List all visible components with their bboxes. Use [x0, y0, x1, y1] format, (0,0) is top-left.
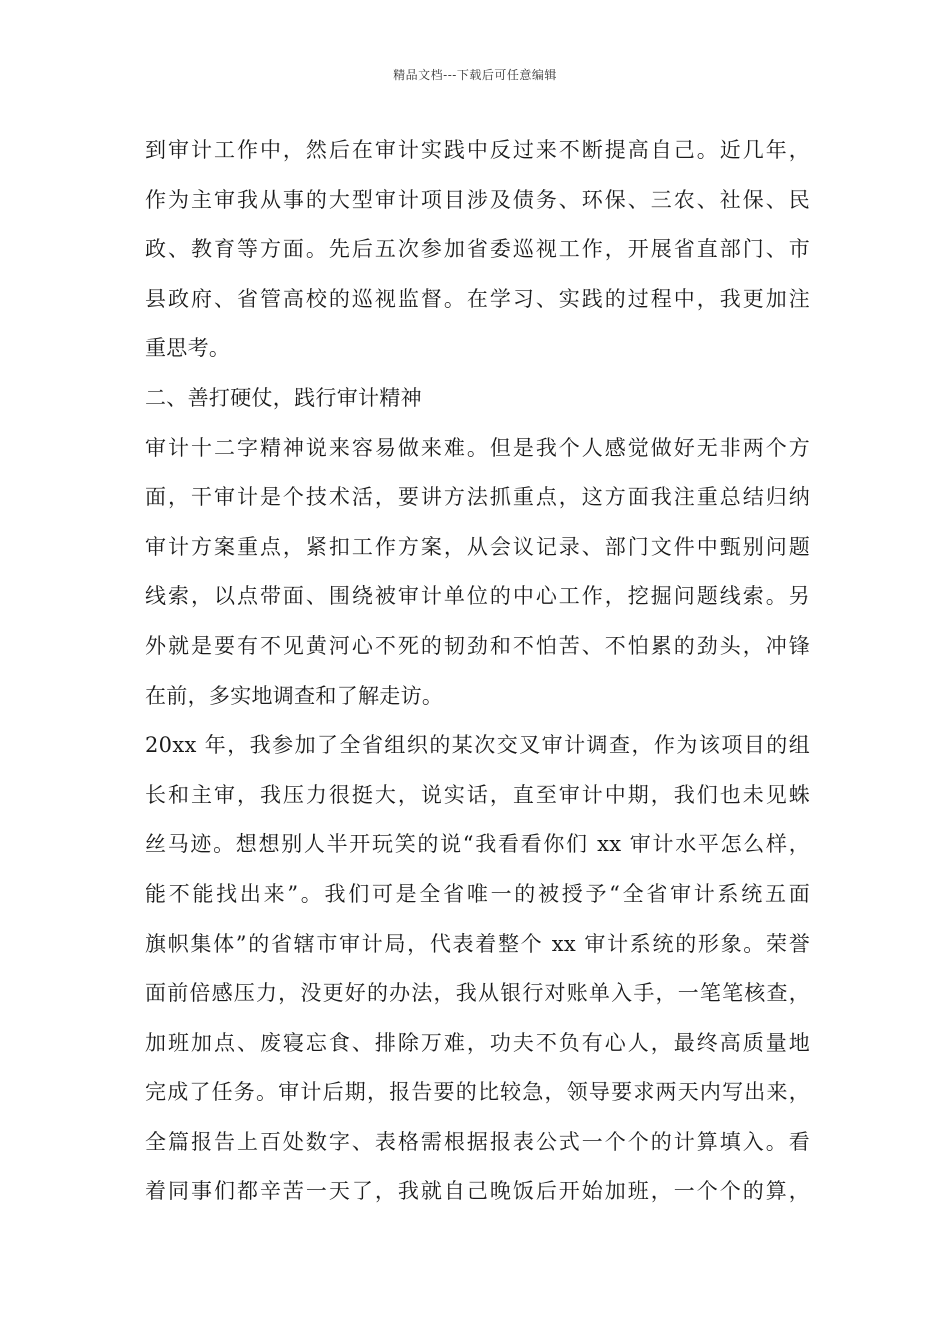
text-line: 长和主审，我压力很挺大，说实话，直至审计中期，我们也未见蛛	[145, 782, 810, 807]
page-header: 精品文档---下载后可任意编辑	[393, 68, 557, 82]
text-line: 重思考。	[145, 336, 231, 361]
text-line: 外就是要有不见黄河心不死的韧劲和不怕苦、不怕累的劲头，冲锋	[145, 633, 810, 658]
text-line: 县政府、省管高校的巡视监督。在学习、实践的过程中，我更加注	[145, 286, 810, 311]
text-line: 审计十二字精神说来容易做来难。但是我个人感觉做好无非两个方	[145, 435, 810, 460]
text-line: 审计方案重点，紧扣工作方案，从会议记录、部门文件中甄别问题	[145, 534, 810, 559]
text-line: 到审计工作中，然后在审计实践中反过来不断提高自己。近几年，	[145, 138, 810, 162]
text-line: 全篇报告上百处数字、表格需根据报表公式一个个的计算填入。看	[145, 1129, 810, 1154]
text-line: 作为主审我从事的大型审计项目涉及债务、环保、三农、社保、民	[145, 187, 810, 212]
text-line: 能不能找出来”。我们可是全省唯一的被授予“全省审计系统五面	[145, 881, 810, 906]
text-line: 20xx 年，我参加了全省组织的某次交叉审计调查，作为该项目的组	[145, 733, 810, 758]
text-line: 着同事们都辛苦一天了，我就自己晚饭后开始加班，一个个的算，	[145, 1179, 810, 1204]
text-line: 政、教育等方面。先后五次参加省委巡视工作，开展省直部门、市	[145, 237, 810, 262]
section-heading: 二、善打硬仗，践行审计精神	[145, 385, 422, 410]
text-line: 在前，多实地调查和了解走访。	[145, 683, 444, 708]
text-line: 丝马迹。想想别人半开玩笑的说“我看看你们 xx 审计水平怎么样，	[145, 832, 810, 857]
text-line: 加班加点、废寝忘食、排除万难，功夫不负有心人，最终高质量地	[145, 1030, 810, 1055]
text-line: 完成了任务。审计后期，报告要的比较急，领导要求两天内写出来，	[145, 1080, 810, 1105]
text-line: 旗帜集体”的省辖市审计局，代表着整个 xx 审计系统的形象。荣誉	[145, 931, 810, 956]
text-line: 线索，以点带面、围绕被审计单位的中心工作，挖掘问题线索。另	[145, 584, 810, 609]
text-line: 面，干审计是个技术活，要讲方法抓重点，这方面我注重总结归纳	[145, 485, 810, 510]
document-body	[145, 126, 810, 1217]
text-line: 面前倍感压力，没更好的办法，我从银行对账单入手，一笔笔核查，	[145, 981, 810, 1006]
